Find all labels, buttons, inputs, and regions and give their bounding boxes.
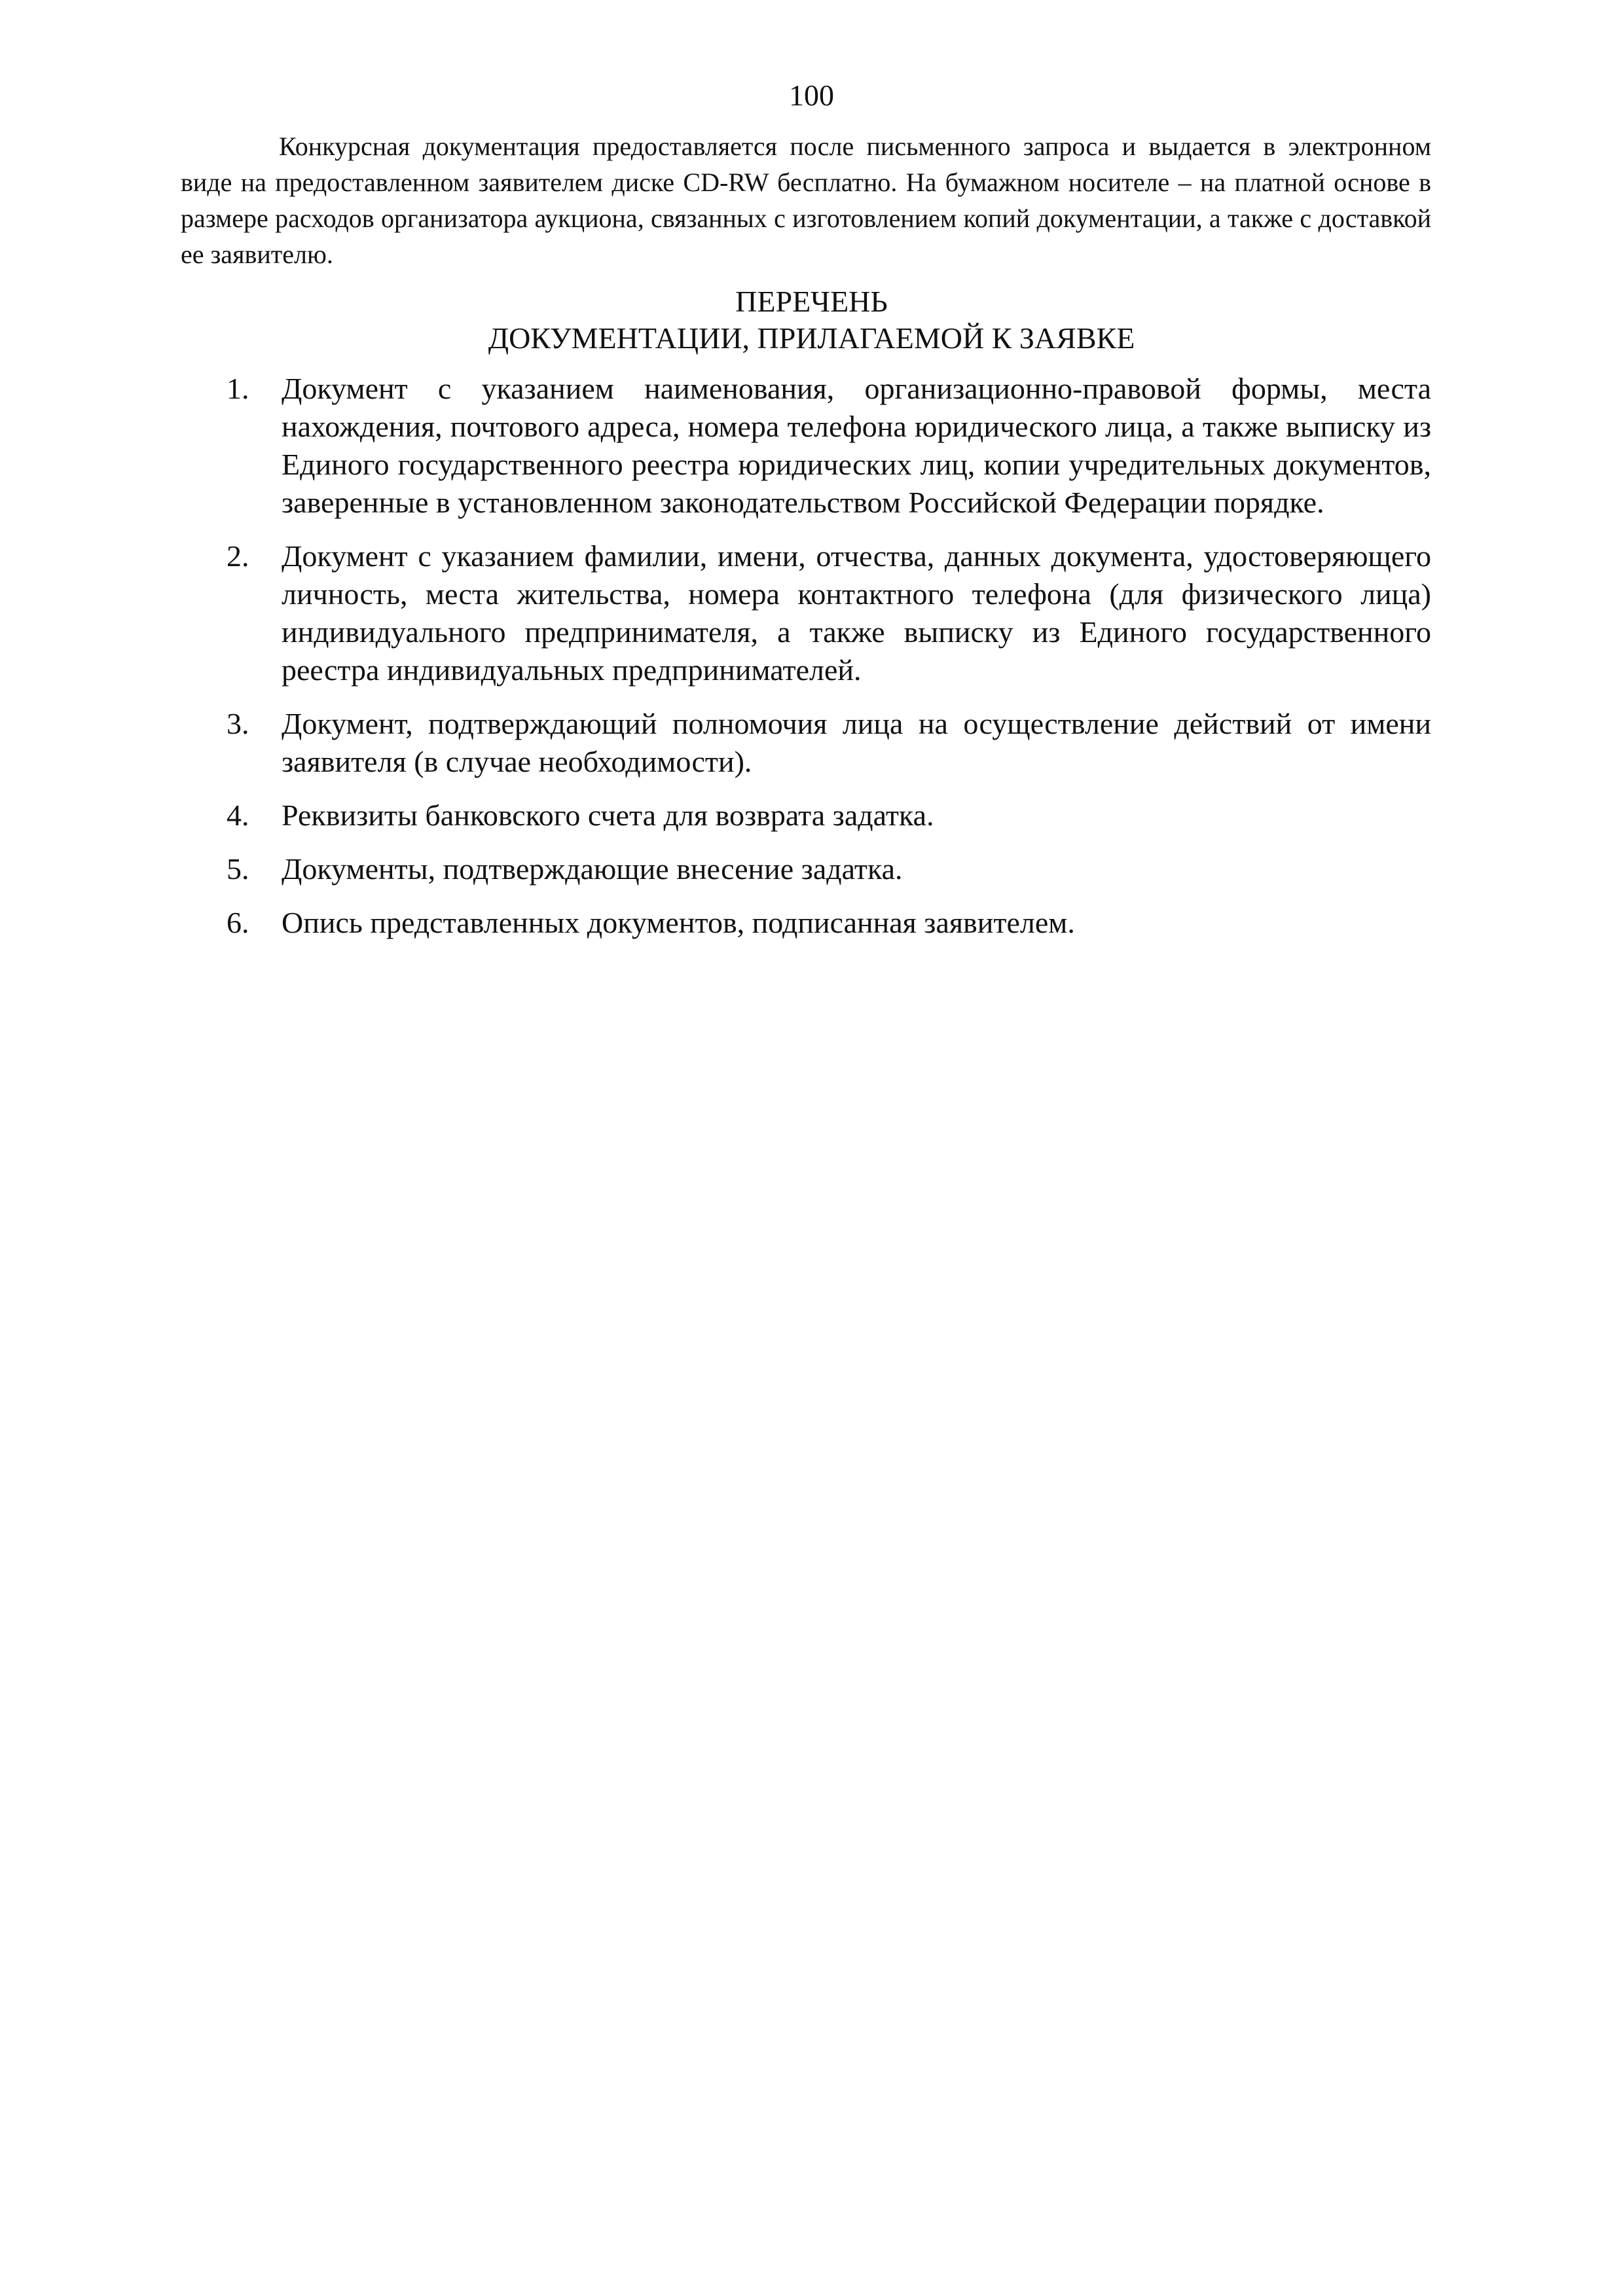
- list-item: [216, 797, 1431, 834]
- list-item-number: 1.: [227, 372, 249, 405]
- list-heading-title: ПЕРЕЧЕНЬ: [735, 285, 888, 318]
- list-item-number: 4.: [227, 798, 249, 832]
- list-item: [216, 705, 1431, 781]
- list-item-text: Документ с указанием наименования, организационно-правовой формы, места нахождения, почтового адреса, номера телефона юридического лица, а также выписку из Единого государственного реестра юридических лиц, копии учредительных документов, заверенные в установленном законодательством Российской Федерации порядке.: [282, 372, 1431, 519]
- list-item-text: Документы, подтверждающие внесение задатка.: [282, 852, 903, 886]
- document-list: [216, 370, 1431, 958]
- list-item: [216, 850, 1431, 888]
- list-item-number: 5.: [227, 852, 249, 886]
- list-item: [216, 537, 1431, 689]
- list-item: [216, 370, 1431, 522]
- page-number: 100: [789, 79, 834, 112]
- list-item-number: 2.: [227, 539, 249, 573]
- list-heading-subtitle: ДОКУМЕНТАЦИИ, ПРИЛАГАЕМОЙ К ЗАЯВКЕ: [488, 321, 1135, 355]
- list-item-text: Реквизиты банковского счета для возврата задатка.: [282, 798, 934, 832]
- list-item-number: 3.: [227, 707, 249, 740]
- list-item-text: Опись представленных документов, подписанная заявителем.: [282, 906, 1075, 939]
- list-item: [216, 904, 1431, 942]
- intro-paragraph: Конкурсная документация предоставляется после письменного запроса и выдается в электронном виде на предоставленном заявителем диске CD-RW бесплатно. На бумажном носителе – на платной основе в размере расходов организатора аукциона, связанных с изготовлением копий документации, а также с доставкой ее заявителю.: [181, 132, 1431, 269]
- list-item-number: 6.: [227, 906, 249, 939]
- list-item-text: Документ с указанием фамилии, имени, отчества, данных документа, удостоверяющего личность, места жительства, номера контактного телефона (для физического лица) индивидуального предпринимателя, а также выписку из Единого государственного реестра индивидуальных предпринимателей.: [282, 539, 1431, 687]
- list-item-text: Документ, подтверждающий полномочия лица на осуществление действий от имени заявителя (в случае необходимости).: [282, 707, 1431, 778]
